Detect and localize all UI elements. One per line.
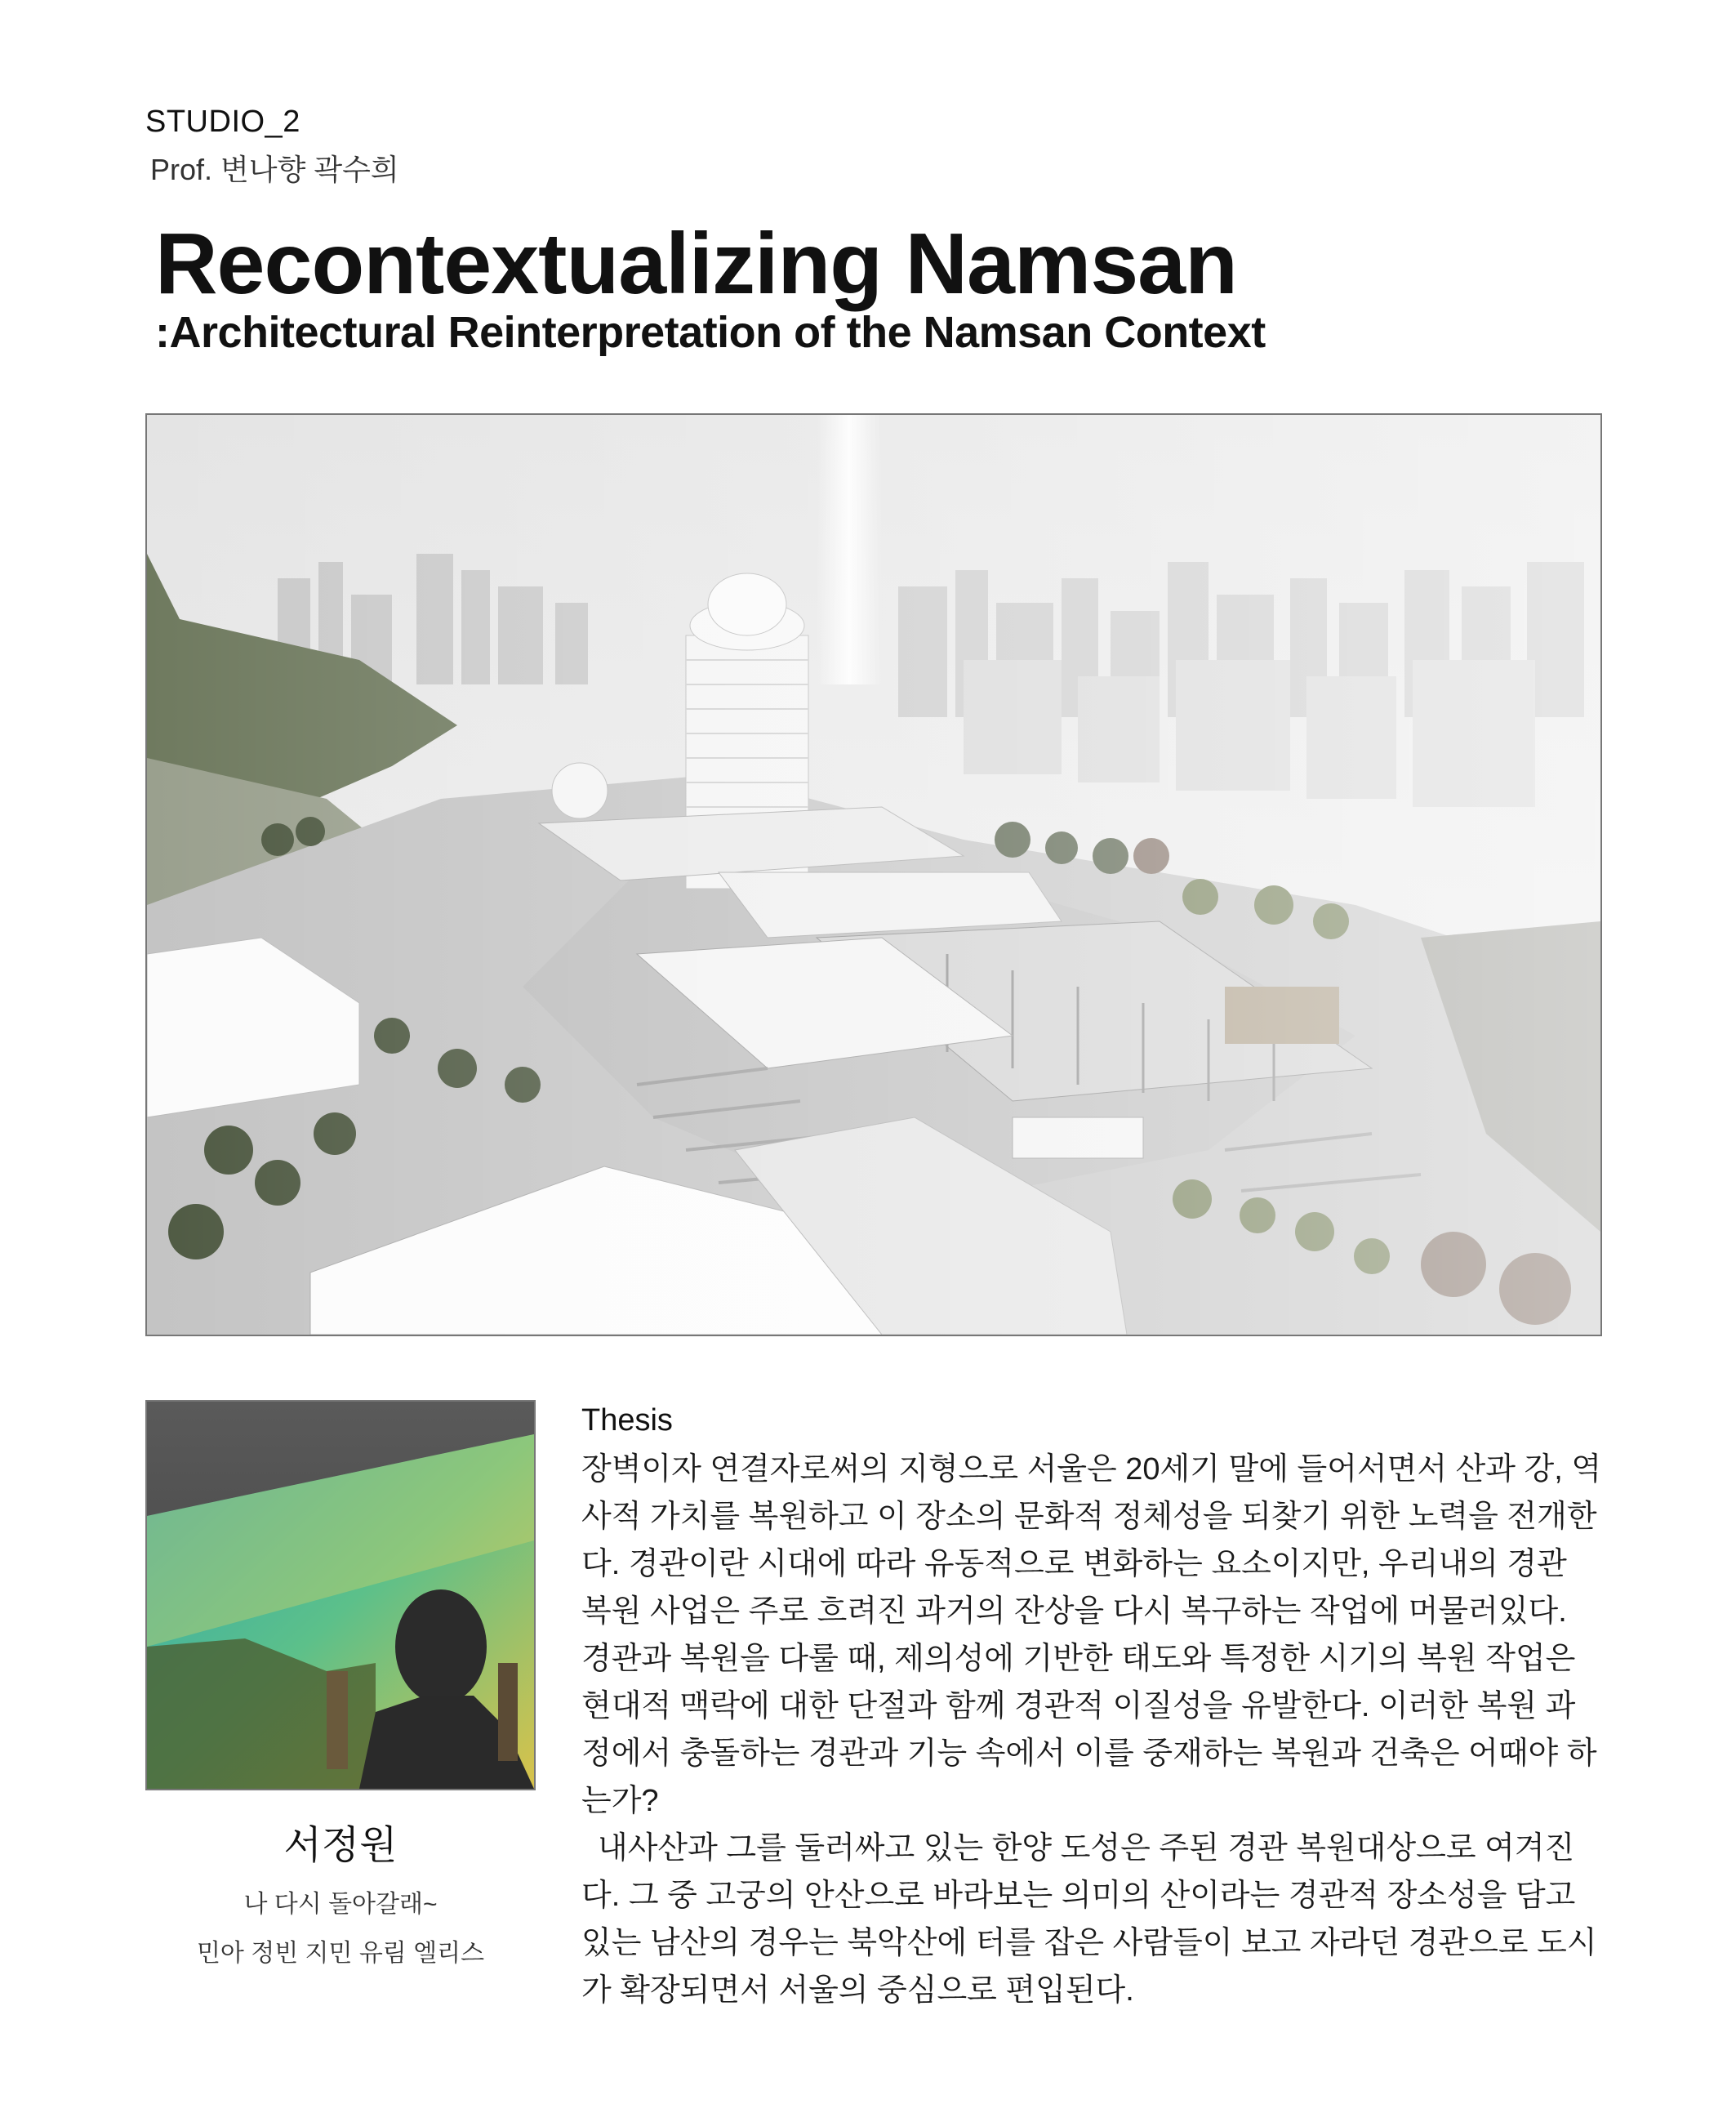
student-name: 서정원: [283, 1824, 398, 1867]
page-subtitle: :Architectural Reinterpretation of the Namsan Context: [155, 308, 1266, 357]
thesis-body: [581, 1446, 1602, 2014]
studio-label: STUDIO_2: [145, 105, 300, 139]
student-portrait-image: [145, 1400, 536, 1790]
thesis-heading: Thesis: [581, 1403, 673, 1438]
page-title: Recontextualizing Namsan: [155, 216, 1237, 312]
student-tagline: 나 다시 돌아갈래~: [243, 1891, 438, 1918]
hero-rendering-image: [145, 413, 1602, 1336]
thesis-paragraph-2: 내사산과 그를 둘러싸고 있는 한양 도성은 주된 경관 복원대상으로 여겨진다. 그 중 고궁의 안산으로 바라보는 의미의 산이라는 경관적 장소성을 담고있는 남산의 경우는 북악산에 터를 잡은 사람들이 보고 자라던 경관으로 도시가 확장되면서 서울의 중심으로 편입된다.: [581, 1831, 1597, 2008]
team-members: 민아 정빈 지민 유림 엘리스: [196, 1940, 485, 1967]
thesis-paragraph-1: 장벽이자 연결자로써의 지형으로 서울은 20세기 말에 들어서면서 산과 강, 역사적 가치를 복원하고 이 장소의 문화적 정체성을 되찾기 위한 노력을 전개한다. 경관이란 시대에 따라 유동적으로 변화하는 요소이지만, 우리내의 경관 복원 사업은 주로 흐려진 과거의 잔상을 다시 복구하는 작업에 머물러있다. 경관과 복원을 다룰 때, 제의성에 기반한 태도와 특정한 시기의 복원 작업은 현대적 맥락에 대한 단절과 함께 경관적 이질성을 유발한다. 이러한 복원 과정에서 충돌하는 경관과 기능 속에서 이를 중재하는 복원과 건축은 어때야 하는가?: [581, 1452, 1602, 1818]
professors-label: Prof. 변나향 곽수희: [150, 153, 399, 186]
